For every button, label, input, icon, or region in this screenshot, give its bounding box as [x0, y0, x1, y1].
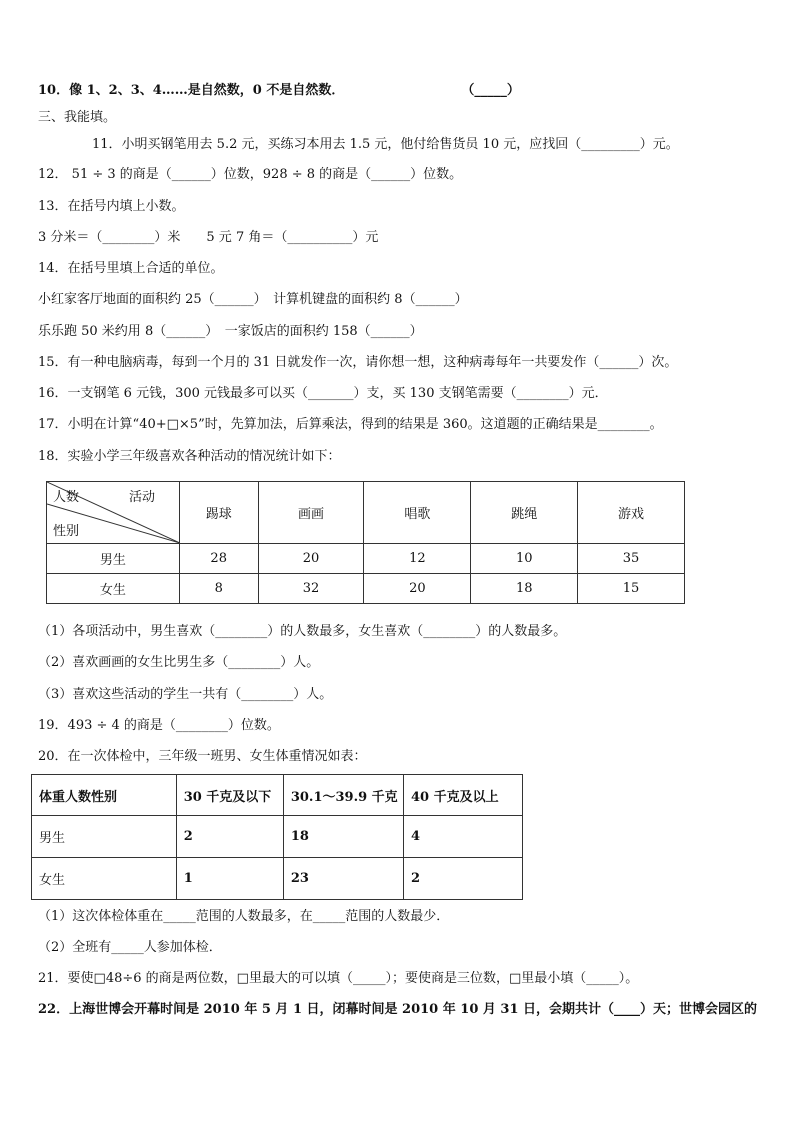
row-label: 男生 [47, 544, 180, 574]
table-row [32, 858, 523, 900]
table-cell: 1 [176, 858, 283, 900]
question-14-line-2: 乐乐跑 50 米约用 8（______） 一家饭店的面积约 158（______） [38, 324, 423, 339]
question-13-items: 3 分米＝（________）米 5 元 7 角＝（__________）元 [38, 230, 379, 245]
table-cell: 15 [578, 574, 685, 604]
question-16: 16．一支钢笔 6 元钱，300 元钱最多可以买（_______）支，买 130 支钢笔需要（________）元． [38, 386, 608, 401]
table-row [47, 544, 685, 574]
row-label: 男生 [32, 816, 177, 858]
question-18-1: （1）各项活动中，男生喜欢（________）的人数最多，女生喜欢（________）的人数最多。 [38, 624, 567, 639]
question-20: 20．在一次体检中，三年级一班男、女生体重情况如表： [38, 749, 367, 764]
corner-label-activity: 活动 [129, 490, 156, 505]
header-cell: 30.1～39.9 千克 [283, 775, 403, 816]
corner-label-count: 人数 [53, 490, 80, 505]
header-cell: 30 千克及以下 [176, 775, 283, 816]
header-cell: 游戏 [578, 482, 685, 544]
table-cell: 18 [471, 574, 578, 604]
header-cell: 唱歌 [364, 482, 471, 544]
question-15: 15．有一种电脑病毒，每到一个月的 31 日就发作一次，请你想一想，这种病毒每年一共要发作（______）次。 [38, 355, 678, 370]
question-21: 21．要使□48÷6 的商是两位数，□里最大的可以填（_____）；要使商是三位数，□里最小填（_____）。 [38, 971, 639, 986]
table-cell: 35 [578, 544, 685, 574]
header-cell: 踢球 [179, 482, 258, 544]
question-12: 12． 51 ÷ 3 的商是（______）位数，928 ÷ 8 的商是（______）位数。 [38, 167, 463, 182]
question-18: 18．实验小学三年级喜欢各种活动的情况统计如下： [38, 449, 341, 464]
corner-label-gender: 性别 [53, 524, 80, 539]
question-11: 11．小明买钢笔用去 5.2 元，买练习本用去 1.5 元，他付给售货员 10 元，应找回（_________）元。 [92, 137, 679, 152]
section-3-heading: 三、我能填。 [38, 110, 117, 125]
table-cell: 4 [403, 816, 522, 858]
table-cell: 18 [283, 816, 403, 858]
header-cell: 40 千克及以上 [403, 775, 522, 816]
row-label: 女生 [32, 858, 177, 900]
activity-table [46, 481, 685, 604]
question-22: 22．上海世博会开幕时间是 2010 年 5 月 1 日，闭幕时间是 2010 年 10 月 31 日，会期共计（____）天；世博会园区的 [38, 1002, 758, 1017]
table-cell: 12 [364, 544, 471, 574]
table-row [47, 574, 685, 604]
table-cell: 20 [258, 544, 364, 574]
header-cell: 体重人数性别 [32, 775, 177, 816]
table-cell: 10 [471, 544, 578, 574]
question-14-line-1: 小红家客厅地面的面积约 25（______） 计算机键盘的面积约 8（______） [38, 292, 468, 307]
table-cell: 32 [258, 574, 364, 604]
table-cell: 23 [283, 858, 403, 900]
table-cell: 2 [176, 816, 283, 858]
weight-table [31, 774, 523, 900]
question-20-1: （1）这次体检体重在_____范围的人数最多，在_____范围的人数最少． [38, 909, 450, 924]
table-cell: 28 [179, 544, 258, 574]
question-17: 17．小明在计算“40+□×5”时，先算加法，后算乘法，得到的结果是 360。这道题的正确结果是________。 [38, 417, 663, 432]
table-cell: 20 [364, 574, 471, 604]
row-label: 女生 [47, 574, 180, 604]
question-18-2: （2）喜欢画画的女生比男生多（________）人。 [38, 655, 320, 670]
question-20-2: （2）全班有_____人参加体检． [38, 940, 222, 955]
table-row [32, 816, 523, 858]
table-cell: 2 [403, 858, 522, 900]
question-19: 19．493 ÷ 4 的商是（________）位数。 [38, 718, 280, 733]
question-14: 14．在括号里填上合适的单位。 [38, 261, 224, 276]
header-cell: 跳绳 [471, 482, 578, 544]
question-13: 13．在括号内填上小数。 [38, 199, 185, 214]
header-cell: 画画 [258, 482, 364, 544]
question-10: 10．像 1、2、3、4……是自然数，0 不是自然数． （_____） [38, 83, 520, 98]
table-cell: 8 [179, 574, 258, 604]
question-18-3: （3）喜欢这些活动的学生一共有（________）人。 [38, 687, 333, 702]
table-corner-cell [47, 482, 180, 544]
